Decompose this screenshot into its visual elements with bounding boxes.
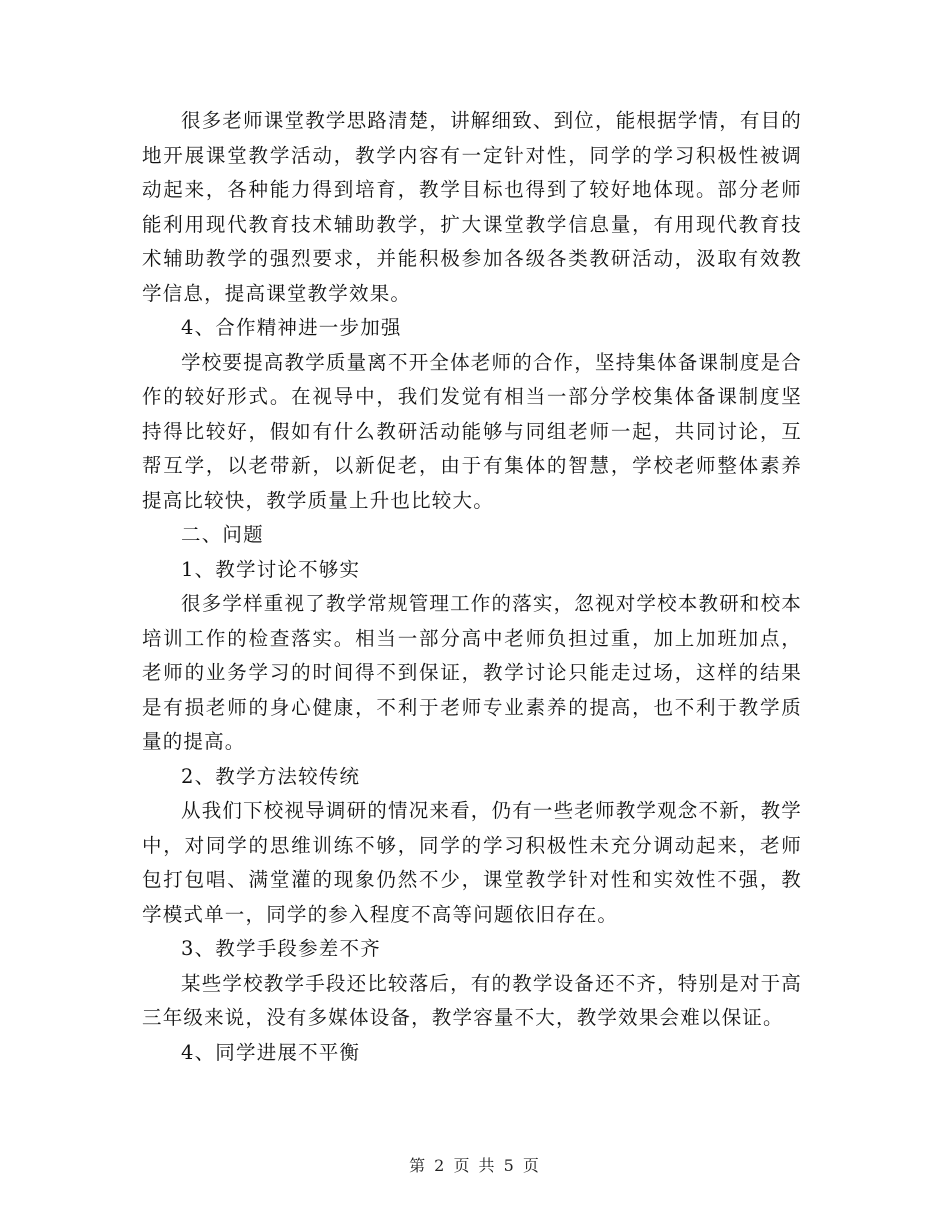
paragraph-teaching-clarity: 很多老师课堂教学思路清楚，讲解细致、到位，能根据学情，有目的地开展课堂教学活动，教学内容有一定针对性，同学的学习积极性被调动起来，各种能力得到培育，教学目标也得到了较好地体现。部分老师能利用现代教育技术辅助教学，扩大课堂教学信息量，有用现代教育技术辅助教学的强烈要求，并能积极参加各级各类教研活动，汲取有效教学信息，提高课堂教学效果。 <box>142 109 803 305</box>
heading-research: 1、教学讨论不够实 <box>181 557 361 581</box>
page-number-footer: 第 2 页 共 5 页 <box>409 1156 541 1175</box>
heading-methods: 2、教学方法较传统 <box>181 764 361 788</box>
heading-cooperation: 4、合作精神进一步加强 <box>181 316 402 339</box>
paragraph-methods: 从我们下校视导调研的情况来看，仍有一些老师教学观念不新，教学中，对同学的思维训练不够，同学的学习积极性未充分调动起来，老师包打包唱、满堂灌的现象仍然不少，课堂教学针对性和实效性不强，教学模式单一，同学的参入程度不高等问题依旧存在。 <box>142 799 803 926</box>
heading-means: 3、教学手段参差不齐 <box>181 937 381 960</box>
paragraph-means: 某些学校教学手段还比较落后，有的教学设备还不齐，特别是对于高三年级来说，没有多媒体设备，教学容量不大，教学效果会难以保证。 <box>142 971 803 1029</box>
paragraph-cooperation: 学校要提高教学质量离不开全体老师的合作，坚持集体备课制度是合作的较好形式。在视导中，我们发觉有相当一部分学校集体备课制度坚持得比较好，假如有什么教研活动能够与同组老师一起，共同讨论，互帮互学，以老带新，以新促老，由于有集体的智慧，学校老师整体素养提高比较快，教学质量上升也比较大。 <box>142 350 803 512</box>
paragraph-research: 很多学样重视了教学常规管理工作的落实，忽视对学校本教研和校本培训工作的检查落实。相当一部分高中老师负担过重，加上加班加点，老师的业务学习的时间得不到保证，教学讨论只能走过场，这样的结果是有损老师的身心健康，不利于老师专业素养的提高，也不利于教学质量的提高。 <box>142 592 803 753</box>
heading-student-development: 4、同学进展不平衡 <box>181 1040 361 1064</box>
document-body <box>142 104 802 1070</box>
heading-problems: 二、问题 <box>181 523 264 546</box>
